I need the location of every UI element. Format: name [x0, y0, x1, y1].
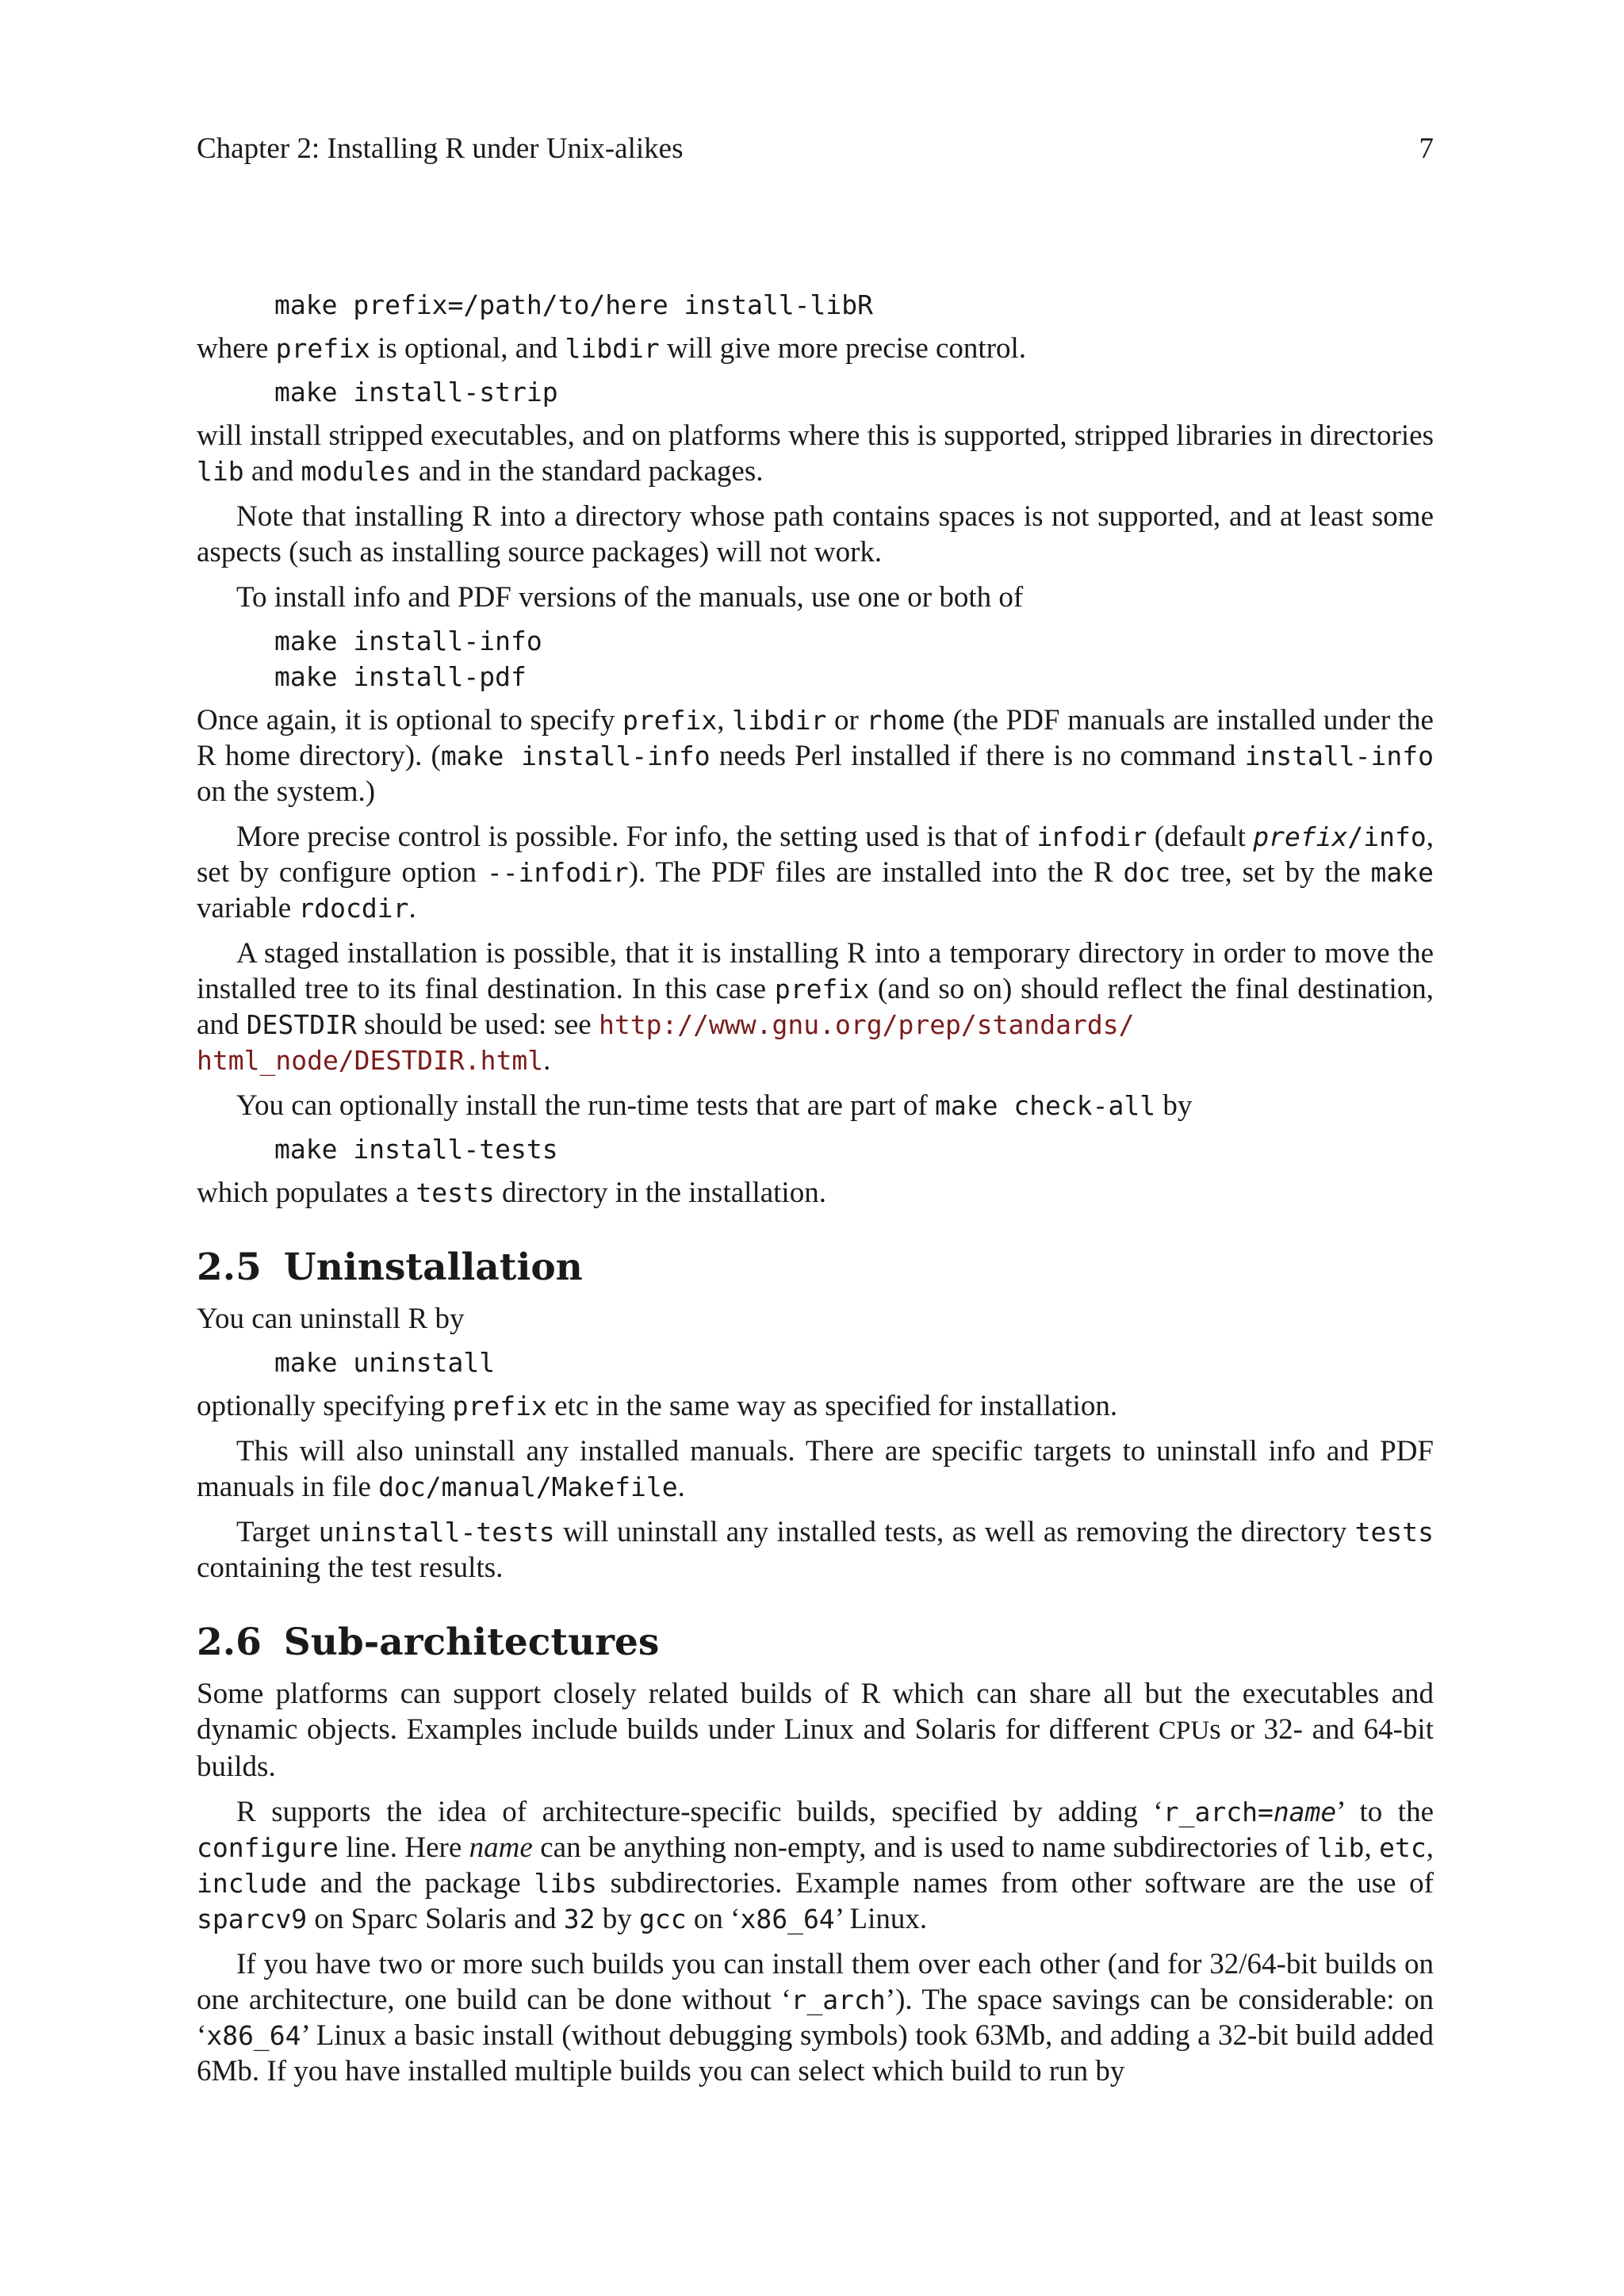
inline-code: tests — [1354, 1517, 1434, 1548]
inline-code: rhome — [866, 705, 945, 736]
paragraph: Some platforms can support closely related builds of R which can share all but the executables and dynamic objects. Examples include builds under Linux and Solaris for different CPUs or 32- and 64-bit builds. — [197, 1678, 1434, 1783]
inline-code: DESTDIR — [246, 1009, 357, 1040]
paragraph: Target uninstall-tests will uninstall any installed tests, as well as removing the directory tests containing the test results. — [197, 1516, 1434, 1584]
section-title: Sub-architectures — [283, 1621, 660, 1664]
section-title: Uninstallation — [283, 1246, 583, 1289]
inline-code: etc — [1379, 1832, 1427, 1863]
inline-code: x86_64 — [206, 2020, 301, 2051]
code-example: make install-strip — [274, 377, 558, 408]
inline-code: lib — [1316, 1832, 1365, 1863]
inline-code: doc — [1123, 857, 1171, 888]
paragraph: optionally specifying prefix etc in the same way as specified for installation. — [197, 1390, 1118, 1422]
inline-code: --infodir — [486, 857, 629, 888]
inline-code: make install-info — [440, 740, 710, 771]
inline-code: 32 — [563, 1904, 596, 1934]
inline-code: libdir — [565, 333, 660, 364]
inline-code: prefix — [774, 974, 870, 1004]
section-heading-sub-architectures — [197, 1619, 1434, 1667]
paragraph: will install stripped executables, and on platforms where this is supported, stripped libraries in directories lib and modules and in the standard packages. — [197, 419, 1434, 488]
inline-code: /info — [1347, 821, 1427, 852]
paragraph: You can optionally install the run-time tests that are part of make check-all by — [236, 1089, 1193, 1122]
inline-code: prefix — [452, 1391, 547, 1422]
paragraph: Note that installing R into a directory whose path contains spaces is not supported, and at least some aspects (such as installing source packages) will not work. — [197, 500, 1434, 568]
section-number: 2.6 — [197, 1621, 262, 1664]
inline-code: r_arch — [791, 1984, 886, 2015]
code-example: make install-tests — [274, 1134, 558, 1165]
paragraph: A staged installation is possible, that it is installing R into a temporary directory in order to move the installed tree to its final destination. In this case prefix (and so on) should reflect the final destination, and DESTDIR should be used: see http://www.gnu.org/prep/standards/ html_node/DESTDIR.html. — [197, 937, 1434, 1077]
code-example: make prefix=/path/to/here install-libR — [274, 289, 873, 320]
inline-code: r_arch= — [1162, 1797, 1274, 1827]
inline-code: doc/manual/Makefile — [378, 1471, 678, 1502]
section-heading-uninstallation — [197, 1244, 1434, 1292]
paragraph: Once again, it is optional to specify prefix, libdir or rhome (the PDF manuals are installed under the R home directory). (make install-info needs Perl installed if there is no command install-info on the system.) — [197, 704, 1434, 808]
paragraph: To install info and PDF versions of the manuals, use one or both of — [236, 581, 1024, 614]
inline-code: infodir — [1036, 821, 1147, 852]
paragraph: If you have two or more such builds you can install them over each other (and for 32/64-bit builds on one architecture, one build can be done without ‘r_arch’). The space savings can be considerable: on ‘x86_64’ Linux a basic install (without debugging symbols) took 63Mb, and adding a 32-bit build added 6Mb. If you have installed multiple builds you can select which build to run by — [197, 1948, 1434, 2087]
url-link[interactable]: http://www.gnu.org/prep/standards/ — [598, 1009, 1135, 1040]
inline-code: rdocdir — [298, 893, 409, 924]
running-header — [197, 130, 1434, 168]
code-example: make uninstall — [274, 1347, 496, 1378]
inline-code: configure — [197, 1832, 339, 1863]
inline-code: gcc — [639, 1904, 687, 1934]
inline-code: uninstall-tests — [318, 1517, 555, 1548]
code-example: make install-info make install-pdf — [274, 626, 542, 692]
body-text — [197, 287, 1434, 2089]
inline-code: lib — [197, 456, 244, 487]
inline-variable: name — [1273, 1797, 1337, 1827]
inline-code: install-info — [1244, 740, 1434, 771]
inline-code: sparcv9 — [197, 1904, 308, 1934]
chapter-title: Chapter 2: Installing R under Unix-alikes — [197, 132, 684, 165]
paragraph: where prefix is optional, and libdir will give more precise control. — [197, 332, 1027, 365]
section-number: 2.5 — [197, 1246, 262, 1289]
acronym: CPU — [1159, 1716, 1210, 1745]
inline-code: make — [1370, 857, 1434, 888]
inline-code: libs — [534, 1868, 597, 1899]
inline-code: libdir — [732, 705, 827, 736]
page-number: 7 — [1419, 132, 1434, 165]
inline-code: x86_64 — [740, 1904, 835, 1934]
inline-code: make check-all — [934, 1090, 1156, 1121]
paragraph: This will also uninstall any installed manuals. There are specific targets to uninstall info and PDF manuals in file doc/manual/Makefile. — [197, 1435, 1434, 1503]
emphasis: name — [469, 1831, 533, 1864]
paragraph: which populates a tests directory in the installation. — [197, 1177, 826, 1209]
paragraph: R supports the idea of architecture-specific builds, specified by adding ‘r_arch=name’ to the configure line. Here name can be anything non-empty, and is used to name subdirectories of lib, etc, include and the package libs subdirectories. Example names from other software are the use of sparcv9 on Sparc Solaris and 32 by gcc on ‘x86_64’ Linux. — [197, 1796, 1434, 1935]
paragraph: You can uninstall R by — [197, 1303, 465, 1335]
inline-code: include — [197, 1868, 308, 1899]
url-link[interactable]: html_node/DESTDIR.html — [197, 1045, 544, 1076]
inline-code: prefix — [622, 705, 718, 736]
paragraph: More precise control is possible. For info, the setting used is that of infodir (default prefix/info, set by configure option --infodir). The PDF files are installed into the R doc tree, set by the make variable rdocdir. — [197, 821, 1434, 924]
inline-code: prefix — [275, 333, 370, 364]
inline-code: tests — [416, 1177, 495, 1208]
inline-variable: prefix — [1253, 821, 1348, 852]
inline-code: modules — [301, 456, 412, 487]
